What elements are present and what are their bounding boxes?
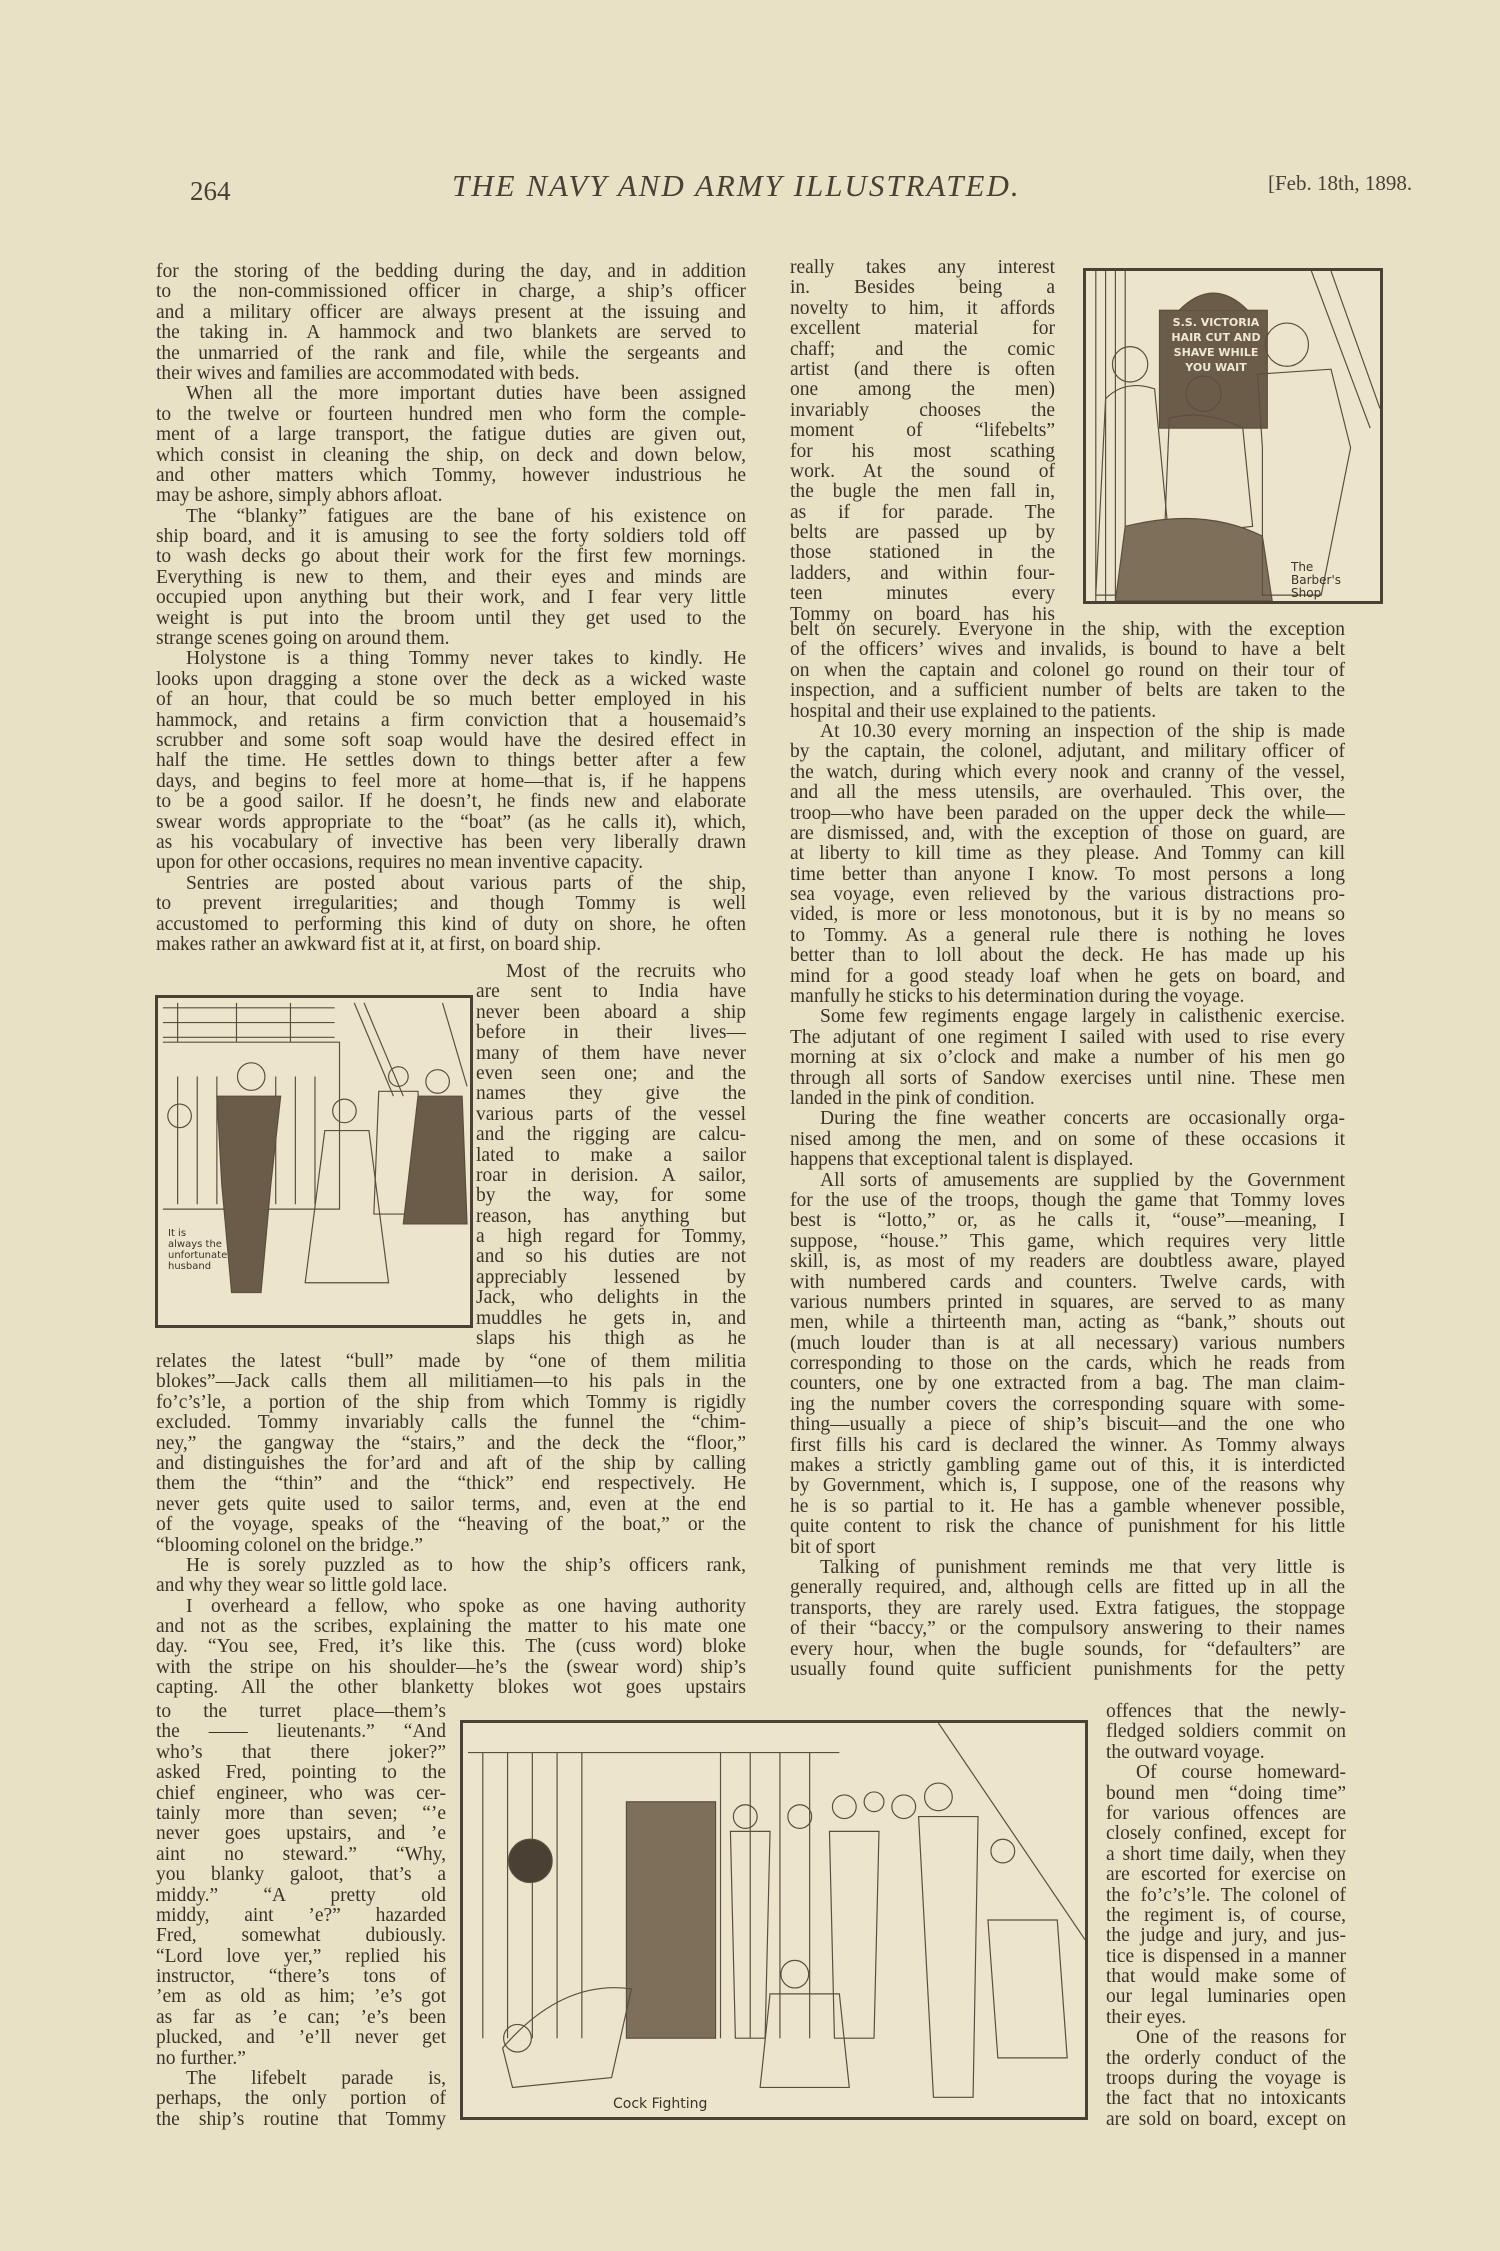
text-line: Talking of punishment reminds me that very little is bbox=[820, 1557, 1345, 1578]
text-block-left-top bbox=[156, 262, 746, 955]
text-line: the outward voyage. bbox=[1106, 1742, 1265, 1763]
text-line: that would make some of bbox=[1106, 1967, 1346, 1988]
text-line: generally required, and, although cells are fitted up in all the bbox=[790, 1578, 1345, 1599]
text-line: scrubber and some soft soap would have the desired effect in bbox=[156, 730, 746, 751]
text-line: skill, is, as most of my readers are doubtless aware, played bbox=[790, 1252, 1345, 1273]
text-block-left-bottom bbox=[156, 1702, 446, 2130]
text-line: may be ashore, simply abhors afloat. bbox=[156, 486, 443, 507]
text-line: closely confined, except for bbox=[1106, 1824, 1346, 1845]
text-line: day. “You see, Fred, it’s like this. The (cuss word) bloke bbox=[156, 1637, 746, 1658]
text-line: ’em as old as him; ’e’s got bbox=[156, 1987, 446, 2008]
text-line: transports, they are rarely used. Extra fatigues, the stoppage bbox=[790, 1598, 1345, 1619]
cock-fighting-caption: Cock Fighting bbox=[613, 2096, 708, 2112]
text-line: perhaps, the only portion of bbox=[156, 2089, 446, 2110]
illustration-unfortunate-husband bbox=[155, 995, 473, 1328]
text-line: various numbers printed in squares, are served to as many bbox=[790, 1292, 1345, 1313]
barber-caption: The Barber's Shop bbox=[1291, 560, 1342, 600]
text-line: one among the men) bbox=[790, 380, 1055, 401]
text-line: and the rigging are calcu- bbox=[476, 1125, 746, 1146]
text-line: before in their lives— bbox=[476, 1023, 746, 1044]
text-line: the judge and jury, and jus- bbox=[1106, 1926, 1346, 1947]
text-line: mind for a good steady loaf when he gets on board, and bbox=[790, 966, 1345, 987]
issue-date: [Feb. 18th, 1898. bbox=[1268, 171, 1413, 195]
text-line: appreciably lessened by bbox=[476, 1267, 746, 1288]
text-line: are sent to India have bbox=[476, 982, 746, 1003]
text-line: to Tommy. As a general rule there is nothing he loves bbox=[790, 925, 1345, 946]
text-line: their wives and families are accommodated with beds. bbox=[156, 363, 580, 384]
text-line: which consist in cleaning the ship, on deck and down below, bbox=[156, 445, 746, 466]
text-line: I overheard a fellow, who spoke as one having authority bbox=[186, 1596, 746, 1617]
text-line: the taking in. A hammock and two blankets are served to bbox=[156, 323, 746, 344]
text-line: those stationed in the bbox=[790, 543, 1055, 564]
text-block-right-bottom bbox=[1106, 1702, 1346, 2130]
text-line: to the twelve or fourteen hundred men who form the comple- bbox=[156, 404, 746, 425]
text-line: roar in derision. A sailor, bbox=[476, 1165, 746, 1186]
text-line: occupied upon anything but their work, and I fear very little bbox=[156, 588, 746, 609]
text-line: He is sorely puzzled as to how the ship’s officers rank, bbox=[186, 1555, 746, 1576]
text-line: landed in the pink of condition. bbox=[790, 1088, 1035, 1109]
text-line: accustomed to performing this kind of duty on shore, he often bbox=[156, 914, 746, 935]
text-line: troop—who have been paraded on the upper deck the while— bbox=[790, 803, 1345, 824]
text-line: are escorted for exercise on bbox=[1106, 1865, 1346, 1886]
text-line: hammock, and retains a firm conviction that a housemaid’s bbox=[156, 710, 746, 731]
text-line: never gets quite used to sailor terms, and, even at the end bbox=[156, 1494, 746, 1515]
text-line: the fact that no intoxicants bbox=[1106, 2089, 1346, 2110]
text-line: happens that exceptional talent is displayed. bbox=[790, 1150, 1134, 1171]
text-line: Tommy on board has his bbox=[790, 604, 1055, 625]
text-line: and not as the scribes, explaining the matter to his mate one bbox=[156, 1617, 746, 1638]
text-line: first fills his card is declared the winner. As Tommy always bbox=[790, 1435, 1345, 1456]
text-line: who’s that there joker?” bbox=[156, 1742, 446, 1763]
text-line: reason, has anything but bbox=[476, 1206, 746, 1227]
page-number: 264 bbox=[190, 176, 231, 206]
text-line: ment of a large transport, the fatigue duties are given out, bbox=[156, 425, 746, 446]
text-line: through all sorts of Sandow exercises until nine. These men bbox=[790, 1068, 1345, 1089]
text-line: as far as ’e can; ’e’s been bbox=[156, 2007, 446, 2028]
text-line: of the officers’ wives and invalids, is bound to have a belt bbox=[790, 640, 1345, 661]
text-line: moment of “lifebelts” bbox=[790, 421, 1055, 442]
text-line: with numbered cards and counters. Twelve cards, with bbox=[790, 1272, 1345, 1293]
text-line: are dismissed, and, with the exception of those on guard, are bbox=[790, 823, 1345, 844]
text-line: Everything is new to them, and their eyes and minds are bbox=[156, 567, 746, 588]
text-line: never goes upstairs, and ’e bbox=[156, 1824, 446, 1845]
text-line: The lifebelt parade is, bbox=[186, 2069, 446, 2090]
text-line: a short time daily, when they bbox=[1106, 1844, 1346, 1865]
text-line: plucked, and ’e’ll never get bbox=[156, 2028, 446, 2049]
text-line: best is “lotto,” or, as he calls it, “ouse”—meaning, I bbox=[790, 1211, 1345, 1232]
text-line: never been aboard a ship bbox=[476, 1002, 746, 1023]
text-line: ing the number covers the corresponding square with some- bbox=[790, 1394, 1345, 1415]
text-line: at liberty to kill time as they please. And Tommy can kill bbox=[790, 844, 1345, 865]
text-line: sea voyage, even relieved by the various distractions pro- bbox=[790, 885, 1345, 906]
text-line: usually found quite sufficient punishments for the petty bbox=[790, 1659, 1345, 1680]
text-line: One of the reasons for bbox=[1136, 2028, 1346, 2049]
text-line: Holystone is a thing Tommy never takes to kindly. He bbox=[186, 649, 746, 670]
text-line: Some few regiments engage largely in calisthenic exercise. bbox=[820, 1007, 1345, 1028]
text-line: tainly more than seven; “’e bbox=[156, 1803, 446, 1824]
text-line: inspection, and a sufficient number of belts are taken to the bbox=[790, 681, 1345, 702]
text-line: middy, aint ’e?” hazarded bbox=[156, 1905, 446, 1926]
text-line: bound men “doing time” bbox=[1106, 1783, 1346, 1804]
text-line: many of them have never bbox=[476, 1043, 746, 1064]
text-line: lated to make a sailor bbox=[476, 1145, 746, 1166]
text-line: belt on securely. Everyone in the ship, with the exception bbox=[790, 620, 1345, 640]
text-line: suppose, “house.” This game, which requires very little bbox=[790, 1231, 1345, 1252]
text-line: ney,” the gangway the “stairs,” and the deck the “floor,” bbox=[156, 1433, 746, 1454]
text-line: corresponding to those on the cards, which he reads from bbox=[790, 1354, 1345, 1375]
text-line: and why they wear so little gold lace. bbox=[156, 1576, 448, 1597]
text-line: blokes”—Jack calls them all militiamen—to his pals in the bbox=[156, 1372, 746, 1393]
text-line: invariably chooses the bbox=[790, 400, 1055, 421]
text-line: and all the mess utensils, are overhauled. This over, the bbox=[790, 783, 1345, 804]
text-line: are sold on board, except on bbox=[1106, 2109, 1346, 2130]
text-line: chaff; and the comic bbox=[790, 339, 1055, 360]
text-line: he is so partial to it. He has a gamble whenever possible, bbox=[790, 1496, 1345, 1517]
text-line: and distinguishes the for’ard and aft of the ship by calling bbox=[156, 1453, 746, 1474]
text-line: for the use of the troops, though the game that Tommy loves bbox=[790, 1190, 1345, 1211]
text-line: of the voyage, speaks of the “heaving of the boat,” or the bbox=[156, 1515, 746, 1536]
text-line: their eyes. bbox=[1106, 2007, 1187, 2028]
text-line: strange scenes going on around them. bbox=[156, 629, 450, 650]
text-line: nised among the men, and on some of these occasions it bbox=[790, 1129, 1345, 1150]
text-line: ship board, and it is amusing to see the forty soldiers told off bbox=[156, 527, 746, 548]
text-line: bit of sport bbox=[790, 1537, 876, 1558]
text-line: men, while a thirteenth man, acting as “bank,” shouts out bbox=[790, 1313, 1345, 1334]
text-line: to wash decks go about their work for the first few mornings. bbox=[156, 547, 746, 568]
text-line: the regiment is, of course, bbox=[1106, 1905, 1346, 1926]
text-line: the unmarried of the rank and file, while the sergeants and bbox=[156, 343, 746, 364]
text-line: Fred, somewhat dubiously. bbox=[156, 1926, 446, 1947]
text-line: time better than anyone I know. To most persons a long bbox=[790, 864, 1345, 885]
text-line: The adjutant of one regiment I sailed with used to rise every bbox=[790, 1027, 1345, 1048]
barber-sign-text: S.S. VICTORIA HAIR CUT AND SHAVE WHILE YOU WAIT bbox=[1171, 316, 1261, 374]
text-block-right-top bbox=[790, 258, 1055, 625]
text-line: the orderly conduct of the bbox=[1106, 2048, 1346, 2069]
text-line: a high regard for Tommy, bbox=[476, 1227, 746, 1248]
text-line: half the time. He settles down to things better after a few bbox=[156, 751, 746, 772]
text-line: on when the captain and colonel go round on their tour of bbox=[790, 660, 1345, 681]
text-line: ladders, and within four- bbox=[790, 563, 1055, 584]
text-block-right-middle bbox=[790, 620, 1345, 1680]
text-line: excluded. Tommy invariably calls the funnel the “chim- bbox=[156, 1413, 746, 1434]
text-line: morning at six o’clock and make a number of his men go bbox=[790, 1048, 1345, 1069]
husband-drawing bbox=[158, 998, 470, 1325]
text-line: even seen one; and the bbox=[476, 1063, 746, 1084]
text-line: The “blanky” fatigues are the bane of his existence on bbox=[186, 506, 746, 527]
text-line: fo’c’s’le, a portion of the ship from which Tommy is rigidly bbox=[156, 1392, 746, 1413]
text-line: to be a good sailor. If he doesn’t, he finds new and elaborate bbox=[156, 792, 746, 813]
publication-title: THE NAVY AND ARMY ILLUSTRATED. bbox=[452, 168, 1021, 203]
text-line: no further.” bbox=[156, 2048, 246, 2069]
text-line: (much louder than is at all necessary) various numbers bbox=[790, 1333, 1345, 1354]
text-line: capting. All the other blanketty blokes wot goes upstairs bbox=[156, 1678, 746, 1699]
text-line: Of course homeward- bbox=[1136, 1763, 1346, 1784]
text-line: them the “thin” and the “thick” end respectively. He bbox=[156, 1474, 746, 1495]
text-line: looks upon dragging a stone over the deck as a wicked waste bbox=[156, 669, 746, 690]
text-line: “Lord love yer,” replied his bbox=[156, 1946, 446, 1967]
text-line: offences that the newly- bbox=[1106, 1702, 1346, 1722]
text-line: counters, one by one extracted from a bag. The man claim- bbox=[790, 1374, 1345, 1395]
text-block-left-beside-figure bbox=[476, 962, 746, 1349]
text-line: aint no steward.” “Why, bbox=[156, 1844, 446, 1865]
text-line: weight is put into the broom until they get used to the bbox=[156, 608, 746, 629]
text-line: fledged soldiers commit on bbox=[1106, 1722, 1346, 1743]
text-line: Sentries are posted about various parts of the ship, bbox=[186, 873, 746, 894]
text-line: names they give the bbox=[476, 1084, 746, 1105]
text-line: for his most scathing bbox=[790, 441, 1055, 462]
text-line: middy.” “A pretty old bbox=[156, 1885, 446, 1906]
illustration-barbers-shop bbox=[1083, 268, 1383, 604]
text-line: hospital and their use explained to the patients. bbox=[790, 701, 1157, 722]
text-line: the ship’s routine that Tommy bbox=[156, 2109, 446, 2130]
text-line: as if for parade. The bbox=[790, 502, 1055, 523]
text-line: really takes any interest bbox=[790, 258, 1055, 278]
text-line: with the stripe on his shoulder—he’s the (swear word) ship’s bbox=[156, 1657, 746, 1678]
text-line: At 10.30 every morning an inspection of the ship is made bbox=[820, 721, 1345, 742]
text-line: the watch, during which every nook and cranny of the vessel, bbox=[790, 762, 1345, 783]
text-line: tice is dispensed in a manner bbox=[1106, 1946, 1346, 1967]
text-line: “blooming colonel on the bridge.” bbox=[156, 1535, 423, 1556]
text-line: Jack, who delights in the bbox=[476, 1288, 746, 1309]
text-line: muddles he gets in, and bbox=[476, 1308, 746, 1329]
text-line: Most of the recruits who bbox=[506, 962, 746, 982]
text-line: chief engineer, who was cer- bbox=[156, 1783, 446, 1804]
text-line: asked Fred, pointing to the bbox=[156, 1763, 446, 1784]
text-line: in. Besides being a bbox=[790, 278, 1055, 299]
text-line: as his vocabulary of invective has been very liberally drawn bbox=[156, 832, 746, 853]
text-line: slaps his thigh as he bbox=[476, 1329, 746, 1350]
cock-fighting-drawing bbox=[463, 1723, 1085, 2117]
text-line: to the non-commissioned officer in charge, a ship’s officer bbox=[156, 282, 746, 303]
text-line: quite content to risk the chance of punishment for his little bbox=[790, 1517, 1345, 1538]
text-line: by the captain, the colonel, adjutant, and military officer of bbox=[790, 742, 1345, 763]
text-line: makes a strictly gambling game out of this, it is interdicted bbox=[790, 1456, 1345, 1477]
text-line: every hour, when the bugle sounds, for “defaulters” are bbox=[790, 1639, 1345, 1660]
text-line: and other matters which Tommy, however industrious he bbox=[156, 465, 746, 486]
text-line: and a military officer are always present at the issuing and bbox=[156, 302, 746, 323]
text-line: work. At the sound of bbox=[790, 461, 1055, 482]
text-line: of their “baccy,” or the compulsory answering to their names bbox=[790, 1619, 1345, 1640]
text-line: and so his duties are not bbox=[476, 1247, 746, 1268]
text-line: you blanky galoot, that’s a bbox=[156, 1865, 446, 1886]
text-line: All sorts of amusements are supplied by the Government bbox=[820, 1170, 1345, 1191]
text-line: belts are passed up by bbox=[790, 523, 1055, 544]
text-line: of an hour, that could be so much better employed in his bbox=[156, 690, 746, 711]
text-line: instructor, “there’s tons of bbox=[156, 1967, 446, 1988]
illustration-cock-fighting bbox=[460, 1720, 1088, 2120]
text-line: novelty to him, it affords bbox=[790, 298, 1055, 319]
text-line: the fo’c’s’le. The colonel of bbox=[1106, 1885, 1346, 1906]
text-line: vided, is more or less monotonous, but it is by no means so bbox=[790, 905, 1345, 926]
text-line: thing—usually a piece of ship’s biscuit—and the one who bbox=[790, 1415, 1345, 1436]
husband-caption: It is always the unfortunate husband bbox=[168, 1228, 228, 1272]
text-line: makes rather an awkward fist at it, at first, on board ship. bbox=[156, 934, 602, 955]
text-line: relates the latest “bull” made by “one of them militia bbox=[156, 1352, 746, 1372]
text-line: artist (and there is often bbox=[790, 359, 1055, 380]
text-line: excellent material for bbox=[790, 319, 1055, 340]
text-line: by the way, for some bbox=[476, 1186, 746, 1207]
text-line: by Government, which is, I suppose, one of the reasons why bbox=[790, 1476, 1345, 1497]
text-line: During the fine weather concerts are occasionally orga- bbox=[820, 1109, 1345, 1130]
text-line: to prevent irregularities; and though Tommy is well bbox=[156, 894, 746, 915]
text-line: troops during the voyage is bbox=[1106, 2069, 1346, 2090]
text-line: for the storing of the bedding during the day, and in addition bbox=[156, 262, 746, 282]
text-line: various parts of the vessel bbox=[476, 1104, 746, 1125]
text-line: When all the more important duties have been assigned bbox=[186, 384, 746, 405]
text-line: the —— lieutenants.” “And bbox=[156, 1722, 446, 1743]
text-line: better than to loll about the deck. He has made up his bbox=[790, 946, 1345, 967]
text-line: the bugle the men fall in, bbox=[790, 482, 1055, 503]
text-line: swear words appropriate to the “boat” (as he calls it), which, bbox=[156, 812, 746, 833]
text-line: to the turret place—them’s bbox=[156, 1702, 446, 1722]
text-line: for various offences are bbox=[1106, 1803, 1346, 1824]
text-line: manfully he sticks to his determination during the voyage. bbox=[790, 987, 1245, 1008]
text-line: upon for other occasions, requires no mean inventive capacity. bbox=[156, 853, 644, 874]
text-line: days, and begins to feel more at home—that is, if he happens bbox=[156, 771, 746, 792]
text-line: our legal luminaries open bbox=[1106, 1987, 1346, 2008]
text-block-left-middle bbox=[156, 1352, 746, 1699]
text-line: teen minutes every bbox=[790, 584, 1055, 605]
